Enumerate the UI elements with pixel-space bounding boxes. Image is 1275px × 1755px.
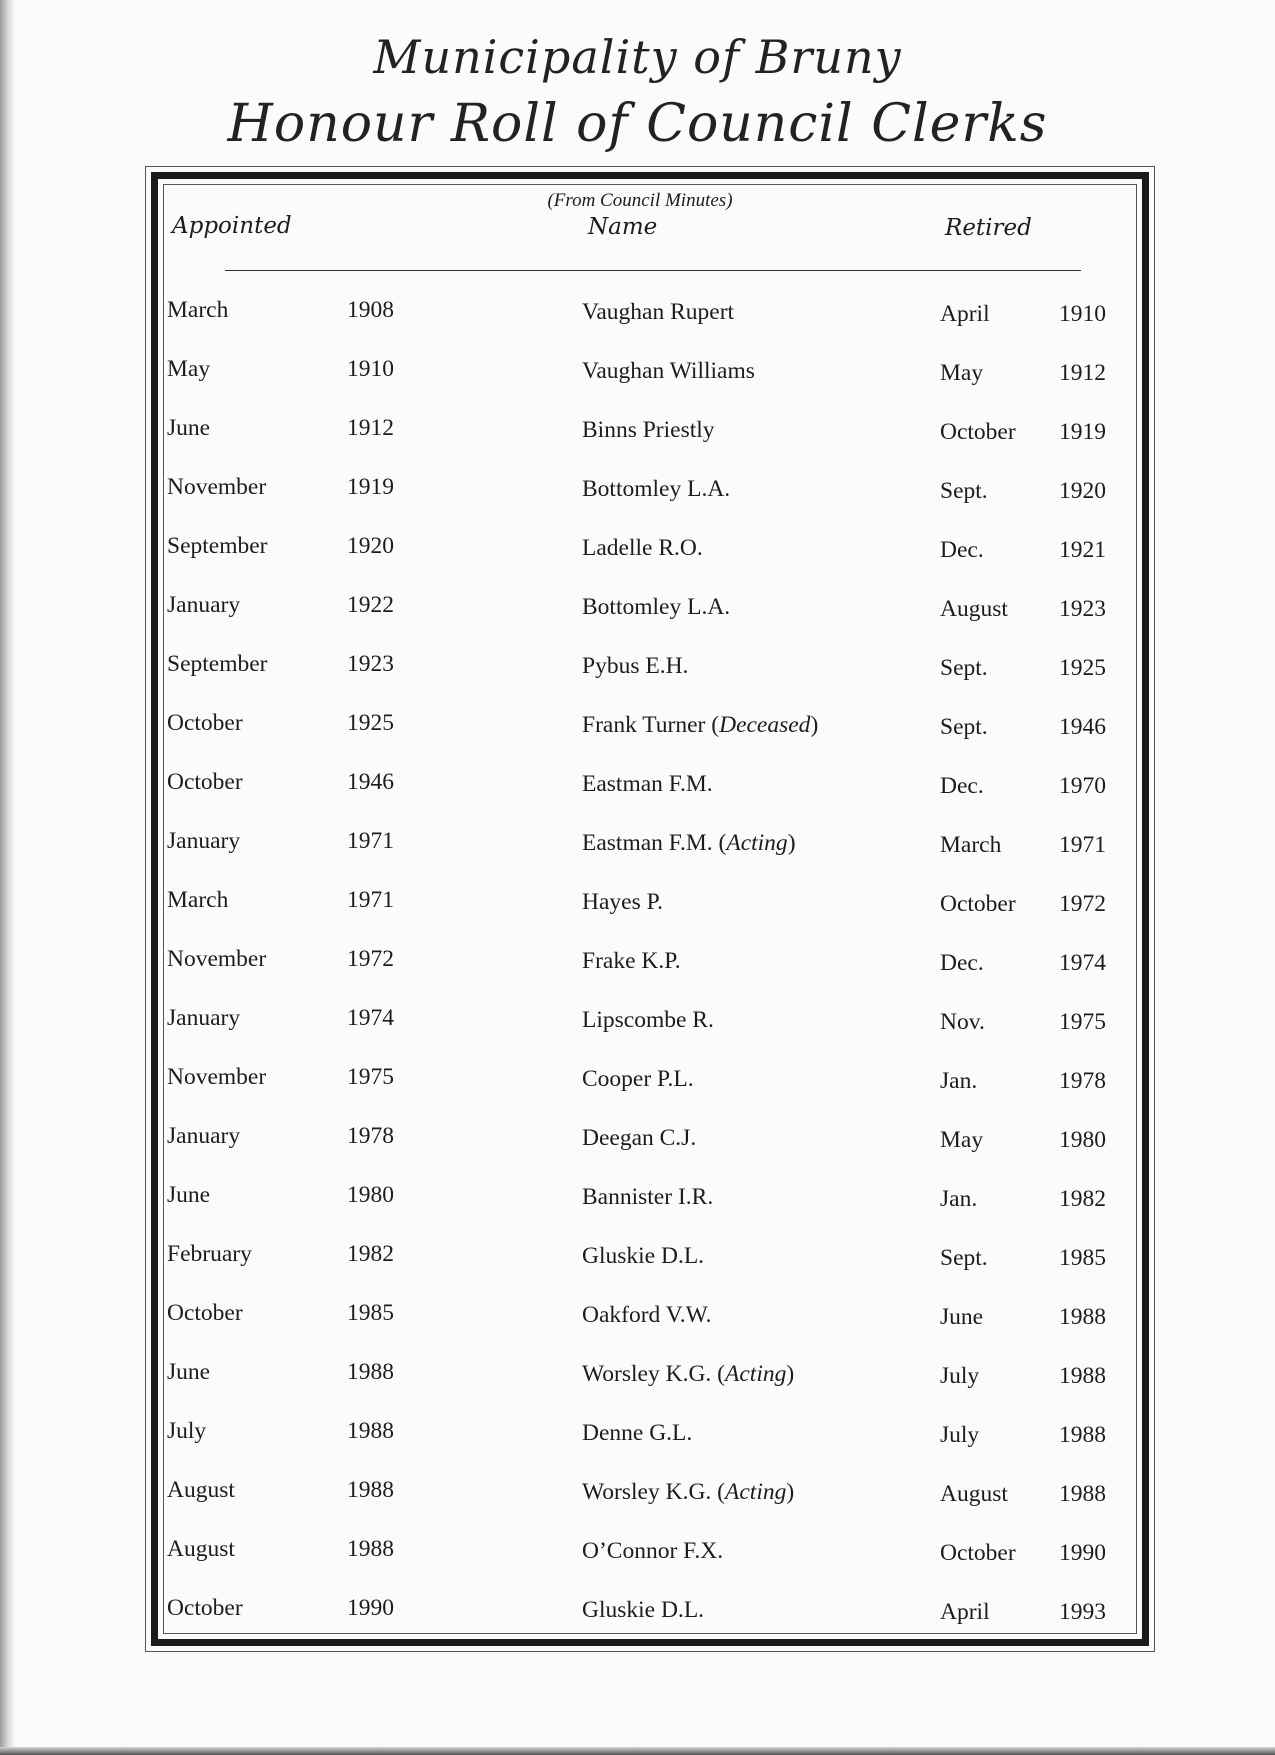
retired-year: 1990: [1059, 1540, 1106, 1566]
scan-edge-bottom: [0, 1747, 1275, 1755]
retired-month: October: [940, 419, 1016, 445]
appointed-month: August: [167, 1477, 235, 1503]
clerk-note: Acting: [725, 1479, 787, 1505]
appointed-year: 1975: [347, 1064, 394, 1090]
retired-month: August: [940, 1481, 1008, 1507]
retired-month: October: [940, 1540, 1016, 1566]
clerk-name: [582, 889, 663, 916]
appointed-month: June: [167, 1182, 211, 1208]
appointed-year: 1988: [347, 1536, 394, 1562]
retired-year: 1988: [1059, 1304, 1106, 1330]
list-item: [0, 651, 1275, 710]
retired-month: June: [940, 1304, 984, 1330]
retired-year: 1978: [1059, 1068, 1106, 1094]
column-header-retired: Retired: [945, 215, 1032, 241]
clerk-note: Deceased: [719, 712, 811, 738]
list-item: [0, 356, 1275, 415]
clerk-name-text: Cooper P.L.: [582, 1066, 694, 1092]
document-title: Municipality of Bruny: [373, 30, 902, 84]
list-item: [0, 1182, 1275, 1241]
clerk-name-text: O’Connor F.X.: [582, 1538, 724, 1564]
list-item: [0, 887, 1275, 946]
clerk-name-text: Hayes P.: [582, 889, 663, 915]
retired-year: 1988: [1059, 1481, 1106, 1507]
clerk-name-text: Vaughan Rupert: [582, 299, 735, 325]
appointed-year: 1990: [347, 1595, 394, 1621]
appointed-year: 1910: [347, 356, 394, 382]
appointed-month: October: [167, 1595, 243, 1621]
list-item: [0, 533, 1275, 592]
appointed-year: 1971: [347, 887, 394, 913]
clerk-name-text: Worsley K.G.: [582, 1479, 712, 1505]
clerk-name: [582, 1007, 714, 1034]
appointed-year: 1988: [347, 1477, 394, 1503]
appointed-month: March: [167, 297, 229, 323]
retired-month: Sept.: [940, 1245, 988, 1271]
appointed-year: 1925: [347, 710, 394, 736]
clerk-name: [582, 653, 688, 680]
retired-month: May: [940, 360, 984, 386]
list-item: [0, 1005, 1275, 1064]
retired-year: 1988: [1059, 1422, 1106, 1448]
column-header-name: Name: [588, 214, 658, 240]
retired-year: 1923: [1059, 596, 1106, 622]
clerk-name: [582, 1597, 704, 1624]
clerk-name-text: Bottomley L.A.: [582, 476, 731, 502]
appointed-year: 1988: [347, 1359, 394, 1385]
list-item: [0, 1595, 1275, 1654]
clerk-name: [582, 771, 713, 798]
appointed-year: 1978: [347, 1123, 394, 1149]
retired-year: 1980: [1059, 1127, 1106, 1153]
appointed-year: 1946: [347, 769, 394, 795]
appointed-month: September: [167, 533, 268, 559]
clerk-name-text: Eastman F.M.: [582, 771, 713, 797]
retired-month: Jan.: [940, 1186, 978, 1212]
document-subtitle-heading: Honour Roll of Council Clerks: [227, 94, 1048, 154]
appointed-month: September: [167, 651, 268, 677]
appointed-year: 1988: [347, 1418, 394, 1444]
clerk-name: [582, 594, 730, 621]
retired-month: Jan.: [940, 1068, 978, 1094]
retired-month: July: [940, 1422, 980, 1448]
clerk-note: Acting: [726, 830, 788, 856]
appointed-month: July: [167, 1418, 207, 1444]
appointed-month: November: [167, 474, 267, 500]
list-item: [0, 1241, 1275, 1300]
retired-year: 1970: [1059, 773, 1106, 799]
appointed-year: 1971: [347, 828, 394, 854]
retired-month: July: [940, 1363, 980, 1389]
list-item: [0, 1123, 1275, 1182]
clerk-name: [582, 1302, 711, 1329]
clerk-name: Worsley K.G. (Acting): [582, 1361, 795, 1387]
retired-year: 1982: [1059, 1186, 1106, 1212]
clerk-name-text: Denne G.L.: [582, 1420, 693, 1446]
appointed-month: June: [167, 1359, 211, 1385]
header-divider: [225, 270, 1081, 271]
list-item: [0, 769, 1275, 828]
appointed-month: January: [167, 828, 241, 854]
clerk-name: [582, 1420, 692, 1447]
clerk-name: [582, 299, 734, 326]
retired-year: 1974: [1059, 950, 1106, 976]
appointed-month: November: [167, 1064, 267, 1090]
list-item: [0, 297, 1275, 356]
appointed-month: October: [167, 769, 243, 795]
clerk-name-text: Eastman F.M.: [582, 830, 713, 856]
appointed-year: 1919: [347, 474, 394, 500]
appointed-year: 1974: [347, 1005, 394, 1031]
list-item: [0, 1064, 1275, 1123]
clerk-name-text: Bottomley L.A.: [582, 594, 731, 620]
clerk-name-text: Lipscombe R.: [582, 1007, 714, 1033]
clerk-name-text: Worsley K.G.: [582, 1361, 712, 1387]
appointed-month: October: [167, 710, 243, 736]
list-item: [0, 1536, 1275, 1595]
clerk-name-text: Deegan C.J.: [582, 1125, 697, 1151]
list-item: [0, 592, 1275, 651]
appointed-year: 1985: [347, 1300, 394, 1326]
appointed-year: 1982: [347, 1241, 394, 1267]
retired-year: 1946: [1059, 714, 1106, 740]
retired-month: Sept.: [940, 714, 988, 740]
appointed-month: January: [167, 1123, 241, 1149]
retired-month: Dec.: [940, 537, 984, 563]
list-item: [0, 710, 1275, 769]
appointed-year: 1972: [347, 946, 394, 972]
source-note: (From Council Minutes): [547, 190, 733, 211]
clerk-name-text: Ladelle R.O.: [582, 535, 703, 561]
retired-month: October: [940, 891, 1016, 917]
clerk-name: [582, 1184, 713, 1211]
retired-year: 1988: [1059, 1363, 1106, 1389]
appointed-year: 1980: [347, 1182, 394, 1208]
appointed-year: 1920: [347, 533, 394, 559]
list-item: [0, 1300, 1275, 1359]
retired-month: Sept.: [940, 478, 988, 504]
column-header-appointed: Appointed: [172, 213, 292, 239]
clerk-name: Worsley K.G. (Acting): [582, 1479, 795, 1505]
clerk-name-text: Oakford V.W.: [582, 1302, 712, 1328]
list-item: [0, 946, 1275, 1005]
list-item: [0, 1359, 1275, 1418]
clerk-name: [582, 1243, 704, 1270]
appointed-month: January: [167, 592, 241, 618]
retired-month: March: [940, 832, 1002, 858]
retired-year: 1921: [1059, 537, 1106, 563]
appointed-year: 1912: [347, 415, 394, 441]
clerk-name-text: Bannister I.R.: [582, 1184, 714, 1210]
retired-month: Dec.: [940, 773, 984, 799]
appointed-month: June: [167, 415, 211, 441]
retired-month: April: [940, 301, 990, 327]
clerk-name: [582, 417, 715, 444]
appointed-month: January: [167, 1005, 241, 1031]
clerk-name: [582, 1066, 694, 1093]
retired-year: 1993: [1059, 1599, 1106, 1625]
clerk-list: [0, 297, 1275, 1654]
clerk-name: [582, 1538, 723, 1565]
appointed-year: 1922: [347, 592, 394, 618]
clerk-name: Eastman F.M. (Acting): [582, 830, 796, 856]
retired-year: 1920: [1059, 478, 1106, 504]
clerk-name-text: Frank Turner: [582, 712, 706, 738]
clerk-name-text: Pybus E.H.: [582, 653, 689, 679]
list-item: [0, 474, 1275, 533]
retired-year: 1910: [1059, 301, 1106, 327]
appointed-month: August: [167, 1536, 235, 1562]
retired-month: Dec.: [940, 950, 984, 976]
clerk-name: Frank Turner (Deceased): [582, 712, 819, 738]
list-item: [0, 1477, 1275, 1536]
clerk-name-text: Frake K.P.: [582, 948, 681, 974]
retired-year: 1975: [1059, 1009, 1106, 1035]
clerk-name: [582, 948, 681, 975]
retired-year: 1925: [1059, 655, 1106, 681]
retired-year: 1972: [1059, 891, 1106, 917]
clerk-name: [582, 476, 730, 503]
list-item: [0, 1418, 1275, 1477]
retired-year: 1919: [1059, 419, 1106, 445]
clerk-name: [582, 535, 703, 562]
retired-year: 1912: [1059, 360, 1106, 386]
retired-month: Nov.: [940, 1009, 985, 1035]
retired-year: 1985: [1059, 1245, 1106, 1271]
clerk-name-text: Gluskie D.L.: [582, 1597, 705, 1623]
clerk-name-text: Vaughan Williams: [582, 358, 755, 384]
appointed-month: November: [167, 946, 267, 972]
clerk-name-text: Gluskie D.L.: [582, 1243, 705, 1269]
retired-month: Sept.: [940, 655, 988, 681]
clerk-name-text: Binns Priestly: [582, 417, 715, 443]
appointed-year: 1923: [347, 651, 394, 677]
retired-year: 1971: [1059, 832, 1106, 858]
retired-month: May: [940, 1127, 984, 1153]
appointed-month: February: [167, 1241, 252, 1267]
clerk-name: [582, 358, 755, 385]
appointed-month: March: [167, 887, 229, 913]
clerk-name: [582, 1125, 696, 1152]
appointed-month: October: [167, 1300, 243, 1326]
list-item: [0, 828, 1275, 887]
retired-month: August: [940, 596, 1008, 622]
appointed-year: 1908: [347, 297, 394, 323]
retired-month: April: [940, 1599, 990, 1625]
list-item: [0, 415, 1275, 474]
appointed-month: May: [167, 356, 211, 382]
clerk-note: Acting: [725, 1361, 787, 1387]
